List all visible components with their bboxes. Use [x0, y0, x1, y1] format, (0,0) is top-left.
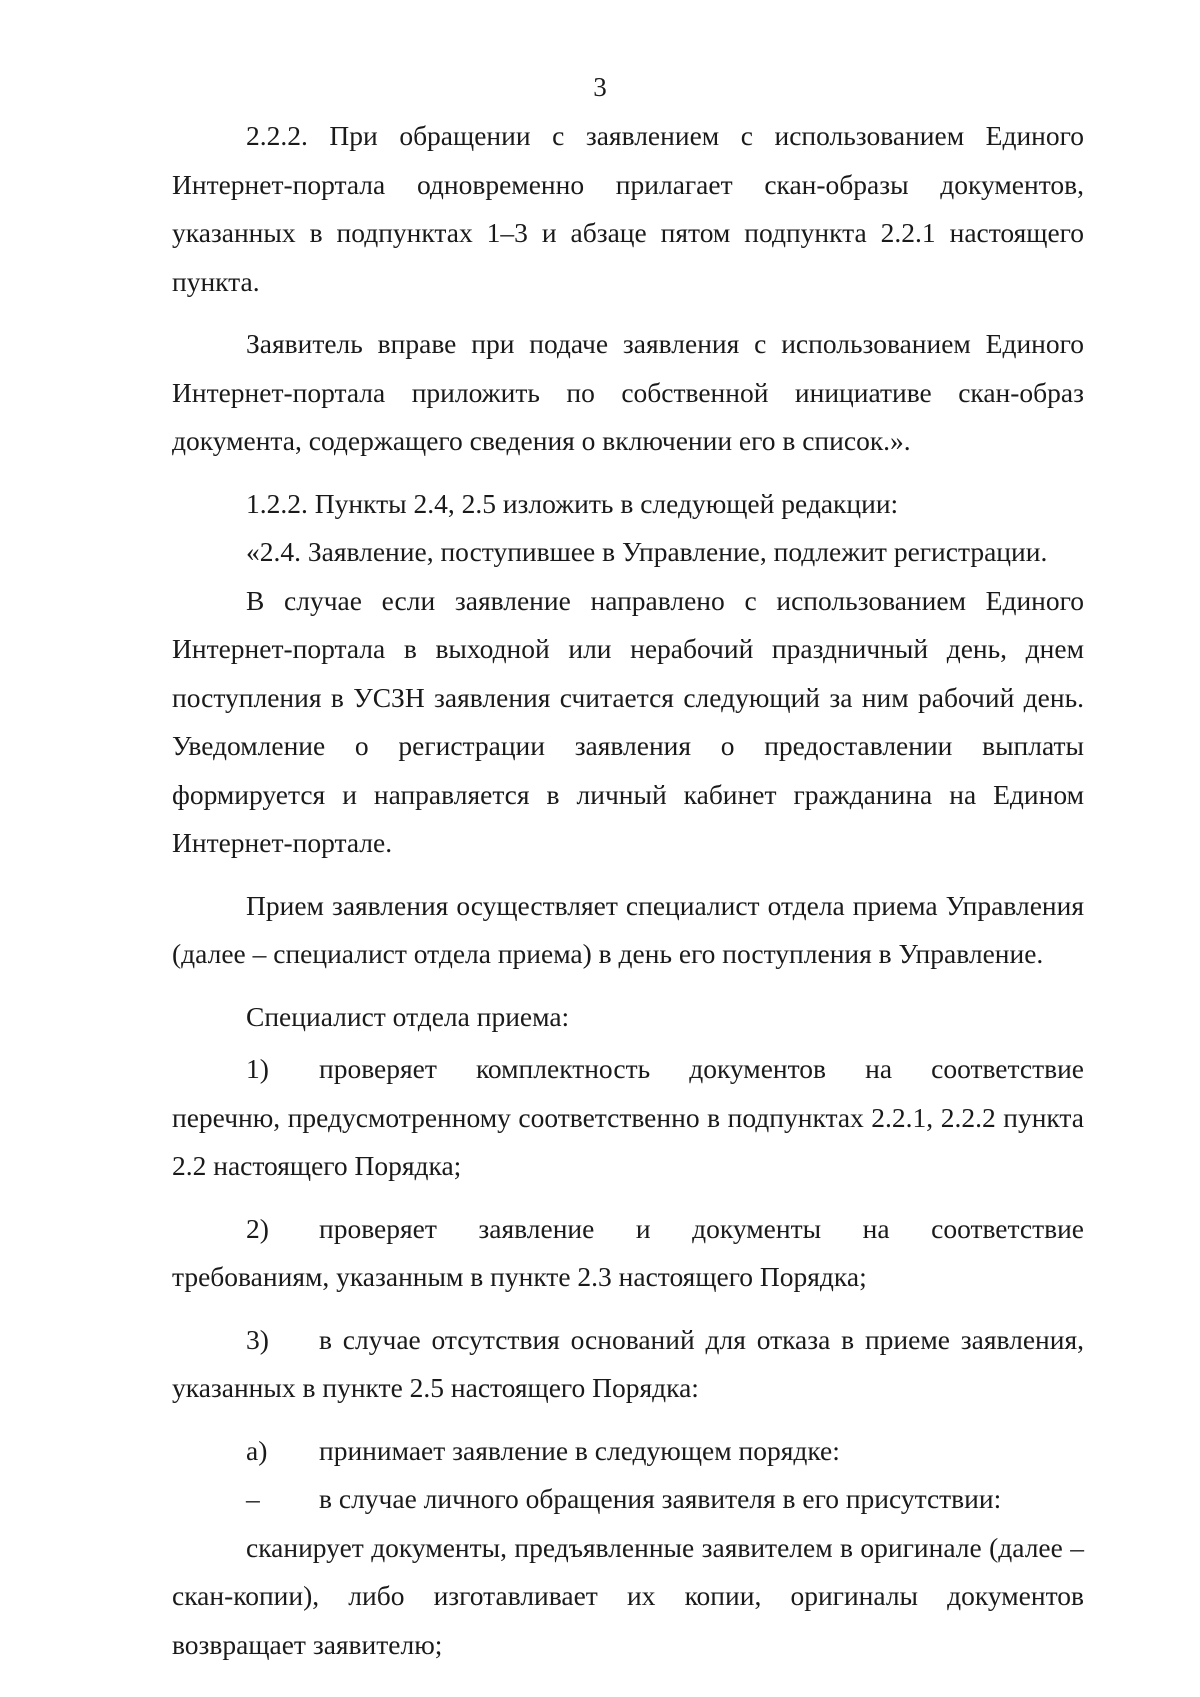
- subitem-marker: –: [246, 1483, 260, 1514]
- list-item-first-line: проверяет комплектность документов на соответствие: [319, 1053, 1084, 1084]
- paragraph-scanning: сканирует документы, предъявленные заявителем в оригинале (далее – скан-копии), либо изготавливает их копии, оригиналы документов возвращает заявителю;: [172, 1531, 1084, 1660]
- list-item: [172, 1045, 1084, 1191]
- paragraph-specialist-heading: Специалист отдела приема:: [246, 1000, 570, 1032]
- list-item-marker: 3): [246, 1323, 269, 1355]
- paragraph-holiday-submission: В случае если заявление направлено с использованием Единого Интернет-портала в выходной или нерабочий праздничный день, днем поступления в УСЗН заявления считается следующий за ним рабочий день. Уведомление о регистрации заявления о предоставлении выплаты формируется и направляется в личный кабинет гражданина на Едином Интернет-портале.: [172, 584, 1084, 858]
- subitem-a: [246, 1427, 1084, 1476]
- subitem-text: в случае личного обращения заявителя в его присутствии:: [319, 1483, 1002, 1514]
- list-item-continuation: требованиям, указанным в пункте 2.3 настоящего Порядка;: [172, 1261, 867, 1292]
- paragraph-2-4: «2.4. Заявление, поступившее в Управление, подлежит регистрации.: [246, 536, 1048, 567]
- list-item-marker: 2): [246, 1212, 269, 1244]
- list-item-first-line: в случае отсутствия оснований для отказа в приеме заявления,: [319, 1323, 1084, 1355]
- paragraph-applicant-right: Заявитель вправе при подаче заявления с использованием Единого Интернет-портала приложить по собственной инициативе скан-образ документа, содержащего сведения о включении его в список.».: [172, 328, 1084, 456]
- paragraph-reception: Прием заявления осуществляет специалист отдела приема Управления (далее – специалист отдела приема) в день его поступления в Управление.: [172, 889, 1084, 969]
- subitem-text: принимает заявление в следующем порядке:: [319, 1434, 840, 1466]
- list-item-first-line: проверяет заявление и документы на соответствие: [319, 1212, 1084, 1244]
- list-item-marker: 1): [246, 1053, 269, 1084]
- paragraph-2-2-2: 2.2.2. При обращении с заявлением с использованием Единого Интернет-портала одновременно прилагает скан-образы документов, указанных в подпунктах 1–3 и абзаце пятом подпункта 2.2.1 настоящего пункта.: [172, 120, 1084, 297]
- list-item-continuation: перечню, предусмотренному соответственно в подпунктах 2.2.1, 2.2.2 пункта 2.2 настоящего Порядка;: [172, 1101, 1084, 1181]
- list-item: [172, 1316, 1084, 1413]
- list-item-continuation: указанных в пункте 2.5 настоящего Порядка:: [172, 1372, 699, 1403]
- paragraph-1-2-2: 1.2.2. Пункты 2.4, 2.5 изложить в следующей редакции:: [246, 487, 899, 519]
- page-number: 3: [593, 72, 607, 102]
- list-item: [172, 1205, 1084, 1302]
- subitem-marker: а): [246, 1434, 268, 1466]
- subitem-dash: [246, 1475, 1084, 1524]
- document-body: [172, 112, 1084, 1669]
